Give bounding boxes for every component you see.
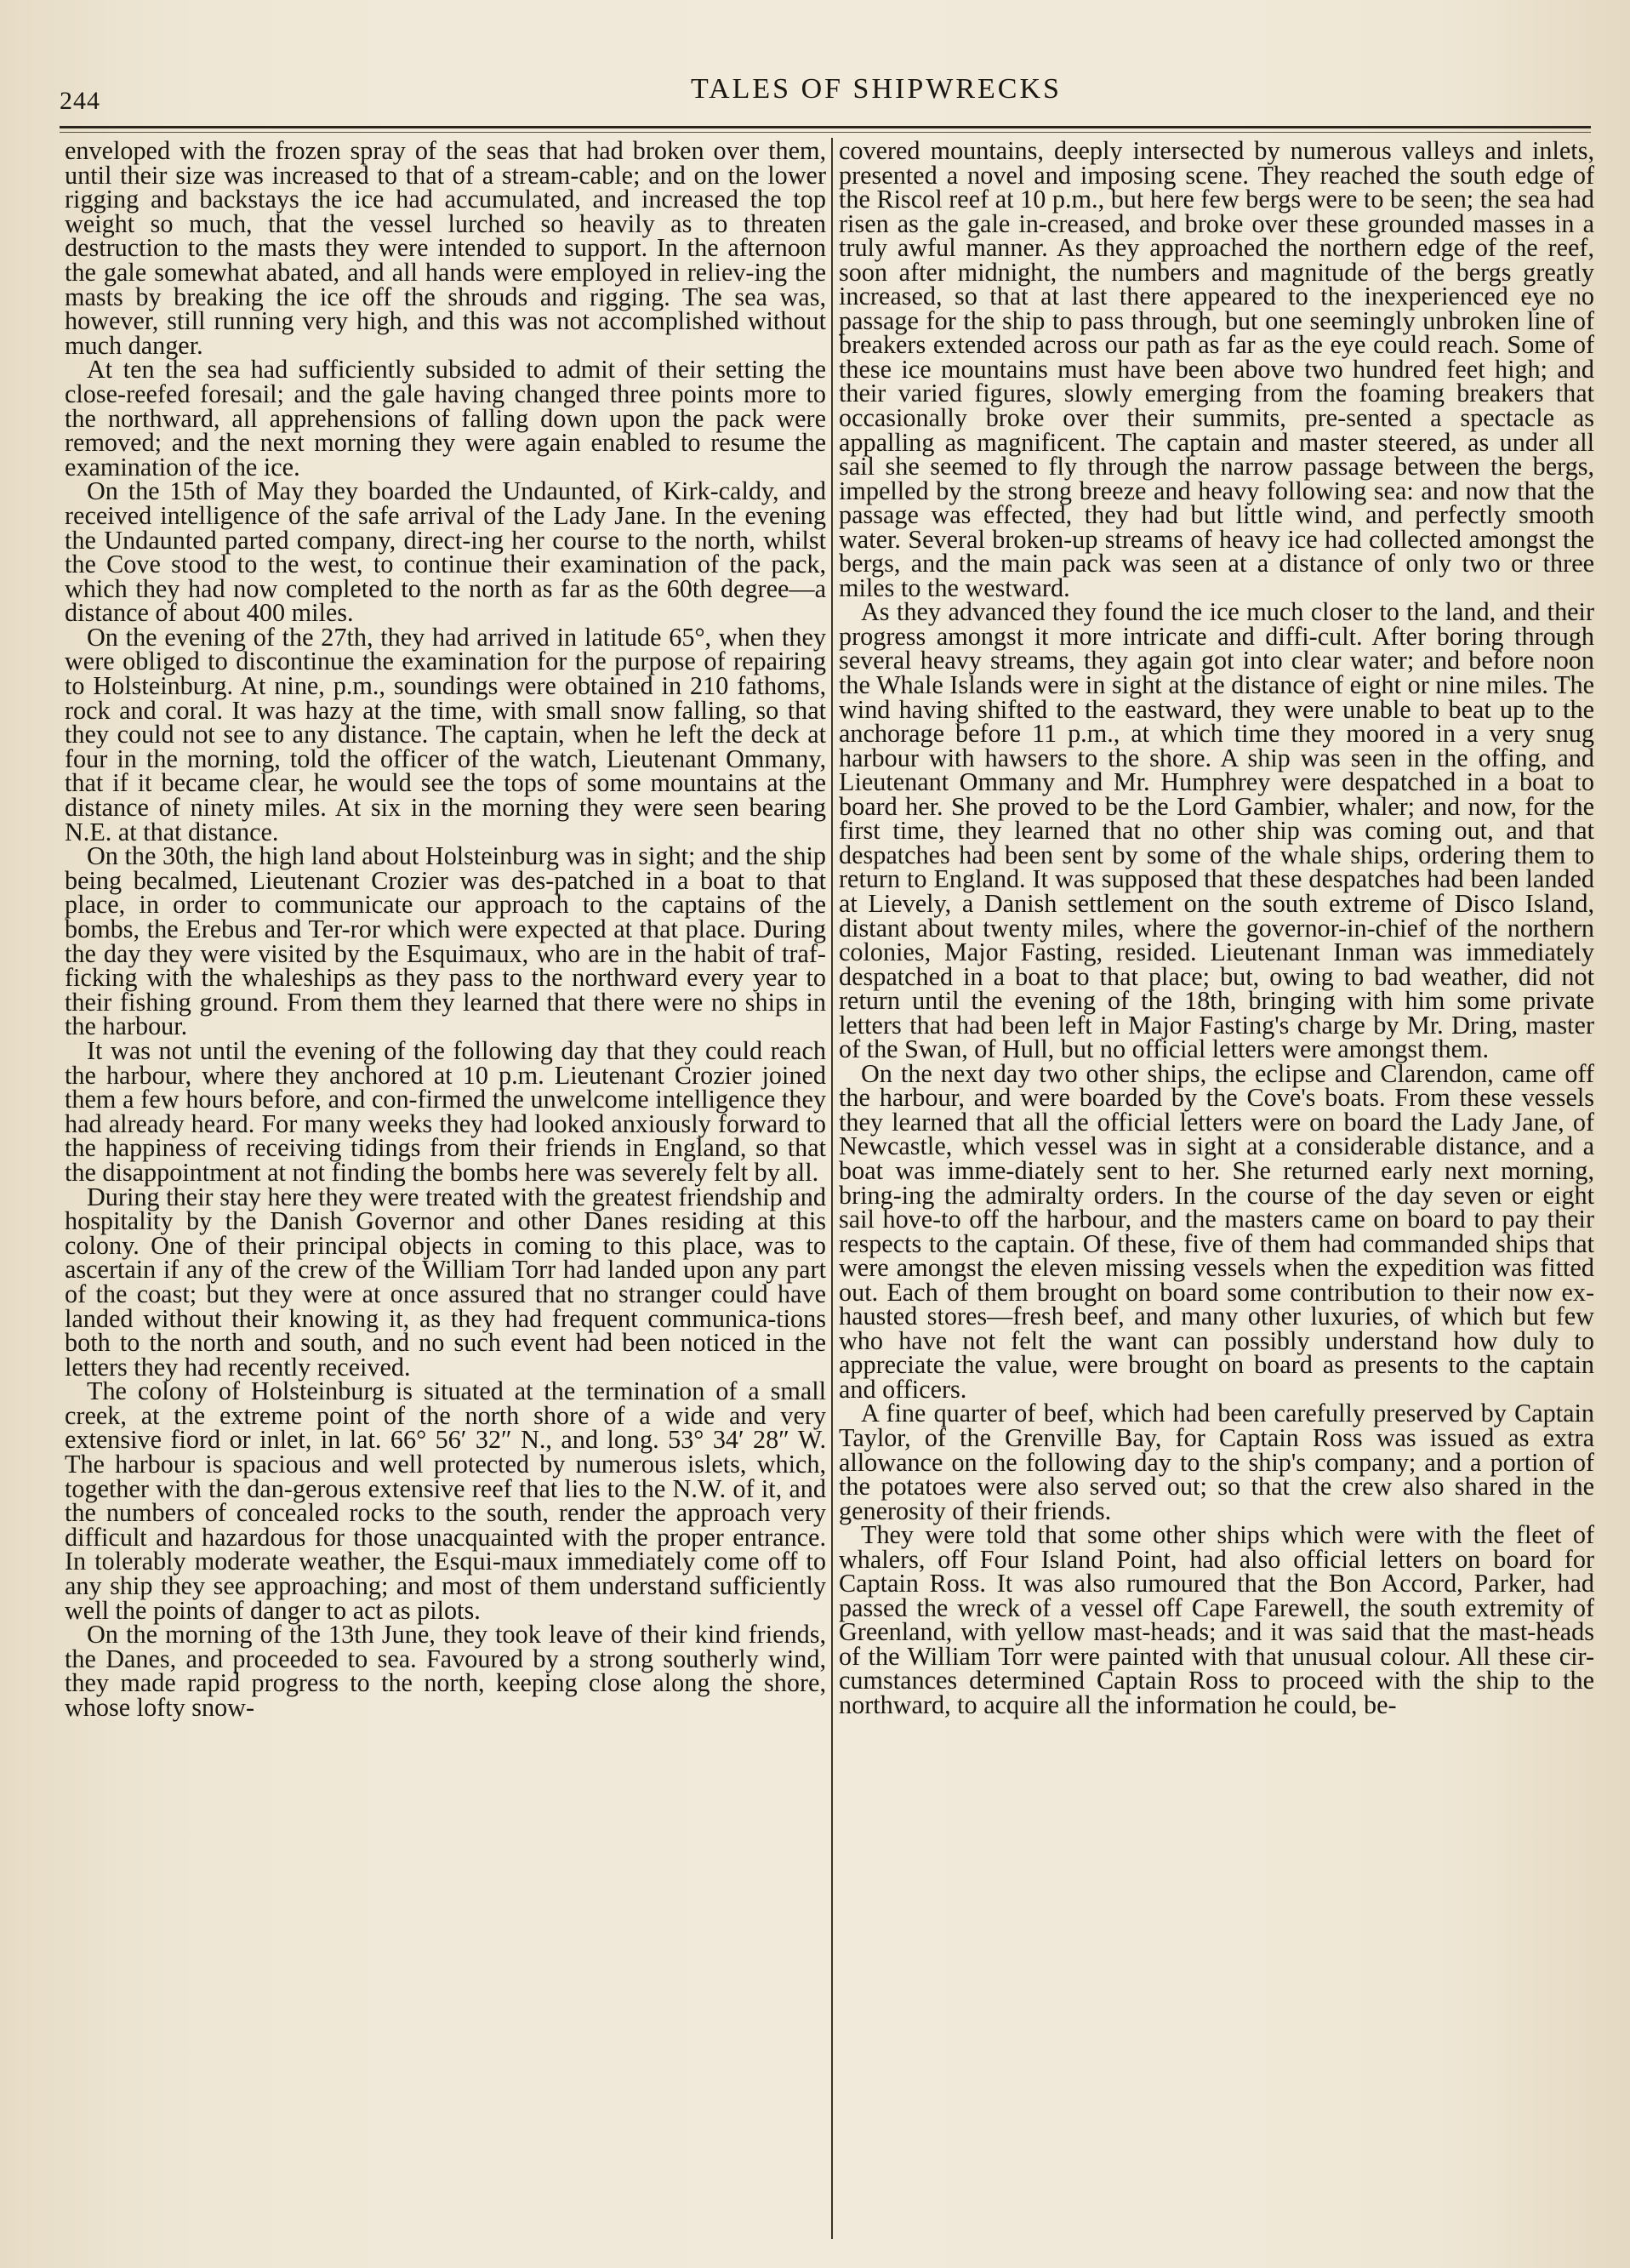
header-rule-thin <box>60 132 1591 133</box>
paragraph: On the 30th, the high land about Holsteinburg was in sight; and the ship being becalmed, Lieutenant Crozier was des-patched in a boat to that place, in order to communicate our approach to the captains of the bombs, the Erebus and Ter-ror which were expected at that place. During the day they were visited by the Esquimaux, who are in the habit of traf-ficking with the whaleships as they pass to the northward every year to their fishing ground. From them they learned that there were no ships in the harbour. <box>65 841 826 1041</box>
paragraph: A fine quarter of beef, which had been carefully preserved by Captain Taylor, of the Grenville Bay, for Captain Ross was issued as extra allowance on the following day to the ship's company; and a portion of the potatoes were also served out; so that the crew also shared in the generosity of their friends. <box>839 1399 1594 1525</box>
left-column <box>65 139 826 2240</box>
paragraph: On the evening of the 27th, they had arrived in latitude 65°, when they were obliged to discontinue the examination for the purpose of repairing to Holsteinburg. At nine, p.m., soundings were obtained in 210 fathoms, rock and coral. It was hazy at the time, with small snow falling, so that they could not see to any distance. The captain, when he left the deck at four in the morning, told the officer of the watch, Lieutenant Ommany, that if it became clear, he would see the tops of some mountains at the distance of ninety miles. At six in the morning they were seen bearing N.E. at that distance. <box>65 622 826 846</box>
running-title: TALES OF SHIPWRECKS <box>691 73 1062 105</box>
page-number: 244 <box>60 87 100 115</box>
paragraph: The colony of Holsteinburg is situated at the termination of a small creek, at the extreme point of the north shore of a wide and very extensive fiord or inlet, in lat. 66° 56′ 32″ N., and long. 53° 34′ 28″ W. The harbour is spacious and well protected by numerous islets, which, together with the dan-gerous extensive reef that lies to the N.W. of it, and the numbers of concealed rocks to the south, render the approach very difficult and hazardous for those unacquainted with the proper entrance. In tolerably moderate weather, the Esqui-maux immediately come off to any ship they see approaching; and most of them understand sufficiently well the points of danger to act as pilots. <box>65 1376 826 1625</box>
paragraph: They were told that some other ships which were with the fleet of whalers, off Four Island Point, had also official letters on board for Captain Ross. It was also rumoured that the Bon Accord, Parker, had passed the wreck of a vessel off Cape Farewell, the south extremity of Greenland, with yellow mast-heads; and it was said that the mast-heads of the William Torr were painted with that unusual colour. All these cir-cumstances determined Captain Ross to proceed with the ship to the northward, to acquire all the information he could, be- <box>839 1520 1594 1719</box>
column-divider <box>831 138 833 2239</box>
paragraph: enveloped with the frozen spray of the seas that had broken over them, until their size was increased to that of a stream-cable; and on the lower rigging and backstays the ice had accumulated, and increased the top weight so much, that the vessel lurched so heavily as to threaten destruction to the masts they were intended to support. In the afternoon the gale somewhat abated, and all hands were employed in reliev-ing the masts by breaking the ice off the shrouds and rigging. The sea was, however, still running very high, and this was not accomplished without much danger. <box>65 139 826 360</box>
paragraph: On the morning of the 13th June, they took leave of their kind friends, the Danes, and proceeded to sea. Favoured by a strong southerly wind, they made rapid progress to the north, keeping close along the shore, whose lofty snow- <box>65 1620 826 1722</box>
paragraph: On the 15th of May they boarded the Undaunted, of Kirk-caldy, and received intelligence of the safe arrival of the Lady Jane. In the evening the Undaunted parted company, direct-ing her course to the north, whilst the Cove stood to the west, to continue their examination of the pack, which they had now completed to the north as far as the 60th degree—a distance of about 400 miles. <box>65 476 826 628</box>
right-column <box>839 139 1594 2240</box>
paragraph: During their stay here they were treated with the greatest friendship and hospitality by the Danish Governor and other Danes residing at this colony. One of their principal objects in coming to this place, was to ascertain if any of the crew of the William Torr had landed upon any part of the coast; but they were at once assured that no stranger could have landed without their knowing it, as they had frequent communica-tions both to the north and south, and no such event had been noticed in the letters they had recently received. <box>65 1182 826 1382</box>
paragraph: It was not until the evening of the following day that they could reach the harbour, where they anchored at 10 p.m. Lieutenant Crozier joined them a few hours before, and con-firmed the unwelcome intelligence they had already heard. For many weeks they had looked anxiously forward to the happiness of receiving tidings from their friends in England, so that the disappointment at not finding the bombs here was severely felt by all. <box>65 1035 826 1187</box>
page-header <box>60 70 1591 121</box>
header-rule <box>60 126 1591 128</box>
paragraph: On the next day two other ships, the eclipse and Clarendon, came off the harbour, and were boarded by the Cove's boats. From these vessels they learned that all the official letters were on board the Lady Jane, of Newcastle, which vessel was in sight at a considerable distance, and a boat was imme-diately sent to her. She returned early next morning, bring-ing the admiralty orders. In the course of the day seven or eight sail hove-to off the harbour, and the masters came on board to pay their respects to the captain. Of these, five of them had commanded ships that were amongst the eleven missing vessels when the expedition was fitted out. Each of them brought on board some contribution to their now ex-hausted stores—fresh beef, and many other luxuries, of which but few who have not felt the want can possibly understand how duly to appreciate the value, were brought on board as presents to the captain and officers. <box>839 1058 1594 1404</box>
paragraph: covered mountains, deeply intersected by numerous valleys and inlets, presented a novel and imposing scene. They reached the south edge of the Riscol reef at 10 p.m., but here few bergs were to be seen; the sea had risen as the gale in-creased, and broke over these grounded masses in a truly awful manner. As they approached the northern edge of the reef, soon after midnight, the numbers and magnitude of the bergs greatly increased, so that at last there appeared to the inexperienced eye no passage for the ship to pass through, but one seemingly unbroken line of breakers extended across our path as far as the eye could reach. Some of these ice mountains must have been above two hundred feet high; and their varied figures, slowly emerging from the foaming breakers that occasionally broke over their summits, pre-sented a spectacle as appalling as magnificent. The captain and master steered, as under all sail she seemed to fly through the narrow passage between the bergs, impelled by the strong breeze and heavy following sea: and now that the passage was effected, they had but little wind, and perfectly smooth water. Several broken-up streams of heavy ice had collected amongst the bergs, and the main pack was seen at a distance of only two or three miles to the westward. <box>839 139 1594 602</box>
paragraph: At ten the sea had sufficiently subsided to admit of their setting the close-reefed foresail; and the gale having changed three points more to the northward, all apprehensions of falling down upon the pack were removed; and the next morning they were again enabled to resume the examination of the ice. <box>65 355 826 482</box>
paragraph: As they advanced they found the ice much closer to the land, and their progress amongst it more intricate and diffi-cult. After boring through several heavy streams, they again got into clear water; and before noon the Whale Islands were in sight at the distance of eight or nine miles. The wind having shifted to the eastward, they were unable to beat up to the anchorage before 11 p.m., at which time they moored in a very snug harbour with hawsers to the shore. A ship was seen in the offing, and Lieutenant Ommany and Mr. Humphrey were despatched in a boat to board her. She proved to be the Lord Gambier, whaler; and now, for the first time, they learned that no other ship was coming out, and that despatches had been sent by some of the whale ships, ordering them to return to England. It was supposed that these despatches had been landed at Lievely, a Danish settlement on the south extreme of Disco Island, distant about twenty miles, where the governor-in-chief of the northern colonies, Major Fasting, resided. Lieutenant Inman was immediately despatched in a boat to that place; but, owing to bad weather, did not return until the evening of the 18th, bringing with him some private letters that had been left in Major Fasting's charge by Mr. Dring, master of the Swan, of Hull, but no official letters were amongst them. <box>839 597 1594 1064</box>
